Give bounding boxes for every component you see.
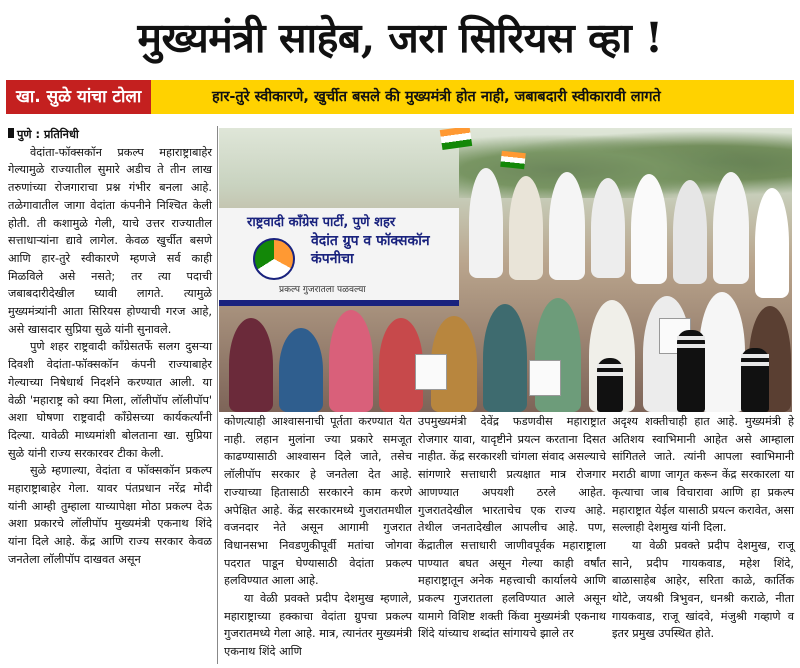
banner-slogan: वेदांत ग्रुप व फॉक्सकॉन कंपनीचा xyxy=(311,233,430,267)
paragraph: या वेळी प्रवक्ते प्रदीप देशमुख, राजू साने, प्रदीप गायकवाड, महेश शिंदे, बाळासाहेब आहेर, सरिता काळे, कार्तिक थोटे, जयश्री त्रिभुवन, धनश्री कराळे, नीता गायकवाड, राजू खांदवे, मंजुश्री गव्हाणे व इतर प्रमुख उपस्थित होते. xyxy=(612,538,794,641)
crowd-figure xyxy=(279,328,323,412)
bollard xyxy=(597,358,623,412)
paragraph: अदृश्य शक्तीचाही हात आहे. मुख्यमंत्री हे अतिशय स्वाभिमानी आहेत असे आम्हाला सांगितले जाते. त्यांनी आपला स्वाभिमानी मराठी बाणा जागृत करून केंद्र सरकारला या कृत्याचा जाब विचारावा आणि हा प्रकल्प महाराष्ट्रात येईल यासाठी प्रयत्न करावेत, असा सल्लाही देशमुख यांनी दिला. xyxy=(612,415,794,535)
placard xyxy=(529,360,561,396)
dateline: पुणे : प्रतिनिधी xyxy=(8,126,212,144)
bollard xyxy=(741,348,769,412)
sub-headline-banner xyxy=(6,80,794,114)
article-column-4 xyxy=(612,413,794,643)
crowd-figure xyxy=(483,304,527,412)
crowd-figure xyxy=(549,172,585,280)
banner-subtext: प्रकल्प गुजरातला पळवल्या xyxy=(279,285,366,295)
crowd-figure xyxy=(631,174,667,284)
kicker-label: खा. सुळे यांचा टोला xyxy=(6,80,151,114)
paragraph: वेदांता-फॉक्सकॉन प्रकल्प महाराष्ट्राबाहेर गेल्यामुळे राज्यातील सुमारे अडीच ते तीन लाख तरुणांच्या रोजगाराचा प्रश्न गंभीर बनला आहे. तळेगावातील जागा वेदांता कंपनीने निश्चित केली होती. ती कशामुळे गेली, याचे उत्तर राज्यातील सत्ताधाऱ्यांना द्यावे लागेल. केवळ खुर्चीत बसणे आणि हार-तुरे स्वीकारणे म्हणजे सर्व काही मिळविले असे नसते; तर त्या पदाची जबाबदारीदेखील घ्यावी लागते. त्यामुळे मुख्यमंत्र्यांनी आता सिरियस होण्याची गरज आहे, असे खासदार सुप्रिया सुळे यांनी सुनावले. xyxy=(8,145,212,336)
article-column-2 xyxy=(224,413,412,661)
headline: मुख्यमंत्री साहेब, जरा सिरियस व्हा ! xyxy=(137,14,663,62)
news-photo xyxy=(219,128,792,412)
crowd-figure xyxy=(673,180,707,284)
article-column-1 xyxy=(8,126,212,569)
crowd-figure xyxy=(699,292,745,412)
protest-banner xyxy=(219,208,459,306)
deck-text: हार-तुरे स्वीकारणे, खुर्चीत बसले की मुख्यमंत्री होत नाही, जबाबदारी स्वीकारावी लागते xyxy=(212,89,661,105)
bullet-icon xyxy=(8,128,14,138)
column-divider xyxy=(217,126,218,664)
paragraph: उपमुख्यमंत्री देवेंद्र फडणवीस महाराष्ट्रात रोजगार यावा, यादृष्टीने प्रयत्न करताना दिसत नाहीत. केंद्र सरकारशी चांगला संवाद असल्याचे सांगणारे सत्ताधारी प्रत्यक्षात मात्र रोजगार आणण्यात अपयशी ठरले आहेत. गुजरातदेखील भारताचेच एक राज्य आहे. तेथील जनतादेखील आपलीच आहे. पण, केंद्रातील सत्ताधारी जाणीवपूर्वक महाराष्ट्राला पाण्यात बघत असून गेल्या काही वर्षांत महाराष्ट्रातून अनेक महत्त्वाची कार्यालये आणि प्रकल्प गुजरातला हलविण्यात आले असून यामागे विशिष्ट शक्ती किंवा मुख्यमंत्री एकनाथ शिंदे यांच्याच शब्दांत सांगायचे झाले तर xyxy=(418,415,606,641)
paragraph: या वेळी प्रवक्ते प्रदीप देशमुख म्हणाले, महाराष्ट्राच्या हक्काचा वेदांता ग्रुपचा प्रकल्प गुजरातमध्ये गेला आहे. मात्र, त्यानंतर मुख्यमंत्री एकनाथ शिंदे आणि xyxy=(224,592,412,659)
crowd-figure xyxy=(591,178,625,278)
crowd-figure xyxy=(329,310,373,412)
paragraph: सुळे म्हणाल्या, वेदांता व फॉक्सकॉन प्रकल्प महाराष्ट्राबाहेर गेला. यावर पंतप्रधान नरेंद्र मोदी यांनी आम्ही तुम्हाला याच्यापेक्षा मोठा प्रकल्प देऊ अशा प्रकारचे लॉलीपॉप मुख्यमंत्री एकनाथ शिंदे यांना दिले आहे. केंद्र आणि राज्य सरकार केवळ जनतेला लॉलीपॉप दाखवत असून xyxy=(8,464,212,566)
article-column-3 xyxy=(418,413,606,643)
crowd-figure xyxy=(755,188,789,298)
flag-icon xyxy=(500,151,526,169)
crowd-figure xyxy=(509,176,543,280)
bollard xyxy=(677,330,705,412)
crowd-figure xyxy=(469,168,503,278)
crowd-figure xyxy=(713,172,749,284)
crowd-figure xyxy=(229,318,273,412)
placard xyxy=(415,354,447,390)
paragraph: पुणे शहर राष्ट्रवादी काँग्रेसतर्फे सलग दुसऱ्या दिवशी वेदांता-फॉक्सकॉन कंपनी राज्याबाहेर गेल्याच्या निषेधार्थ निदर्शने करण्यात आली. या वेळी 'महाराष्ट्र को क्या मिला, लॉलीपॉप लॉलीपॉप' अशा घोषणा राष्ट्रवादी काँग्रेसच्या कार्यकर्त्यांनी दिल्या. यावेळी माध्यमांशी बोलताना खा. सुप्रिया सुळे यांनी राज्य सरकारवर टीका केली. xyxy=(8,340,212,460)
party-logo-icon xyxy=(253,238,295,280)
banner-party-name: राष्ट्रवादी काँग्रेस पार्टी, पुणे शहर xyxy=(247,215,396,230)
paragraph: कोणत्याही आश्वासनाची पूर्तता करण्यात येत नाही. लहान मुलांना ज्या प्रकारे समजूत काढण्यासाठी आश्वासन दिले जाते, तसेच लॉलीपॉप सरकार हे जनतेला देत आहे. राज्याच्या हितासाठी सरकारने काम करणे अपेक्षित आहे. केंद्र सरकारमध्ये गुजरातमधील वजनदार नेते असून आगामी गुजरात विधानसभा निवडणुकीपूर्वी मतांचा जोगवा पदरात पाडून घेण्यासाठी वेदांता प्रकल्प हलविण्यात आला आहे. xyxy=(224,415,412,588)
